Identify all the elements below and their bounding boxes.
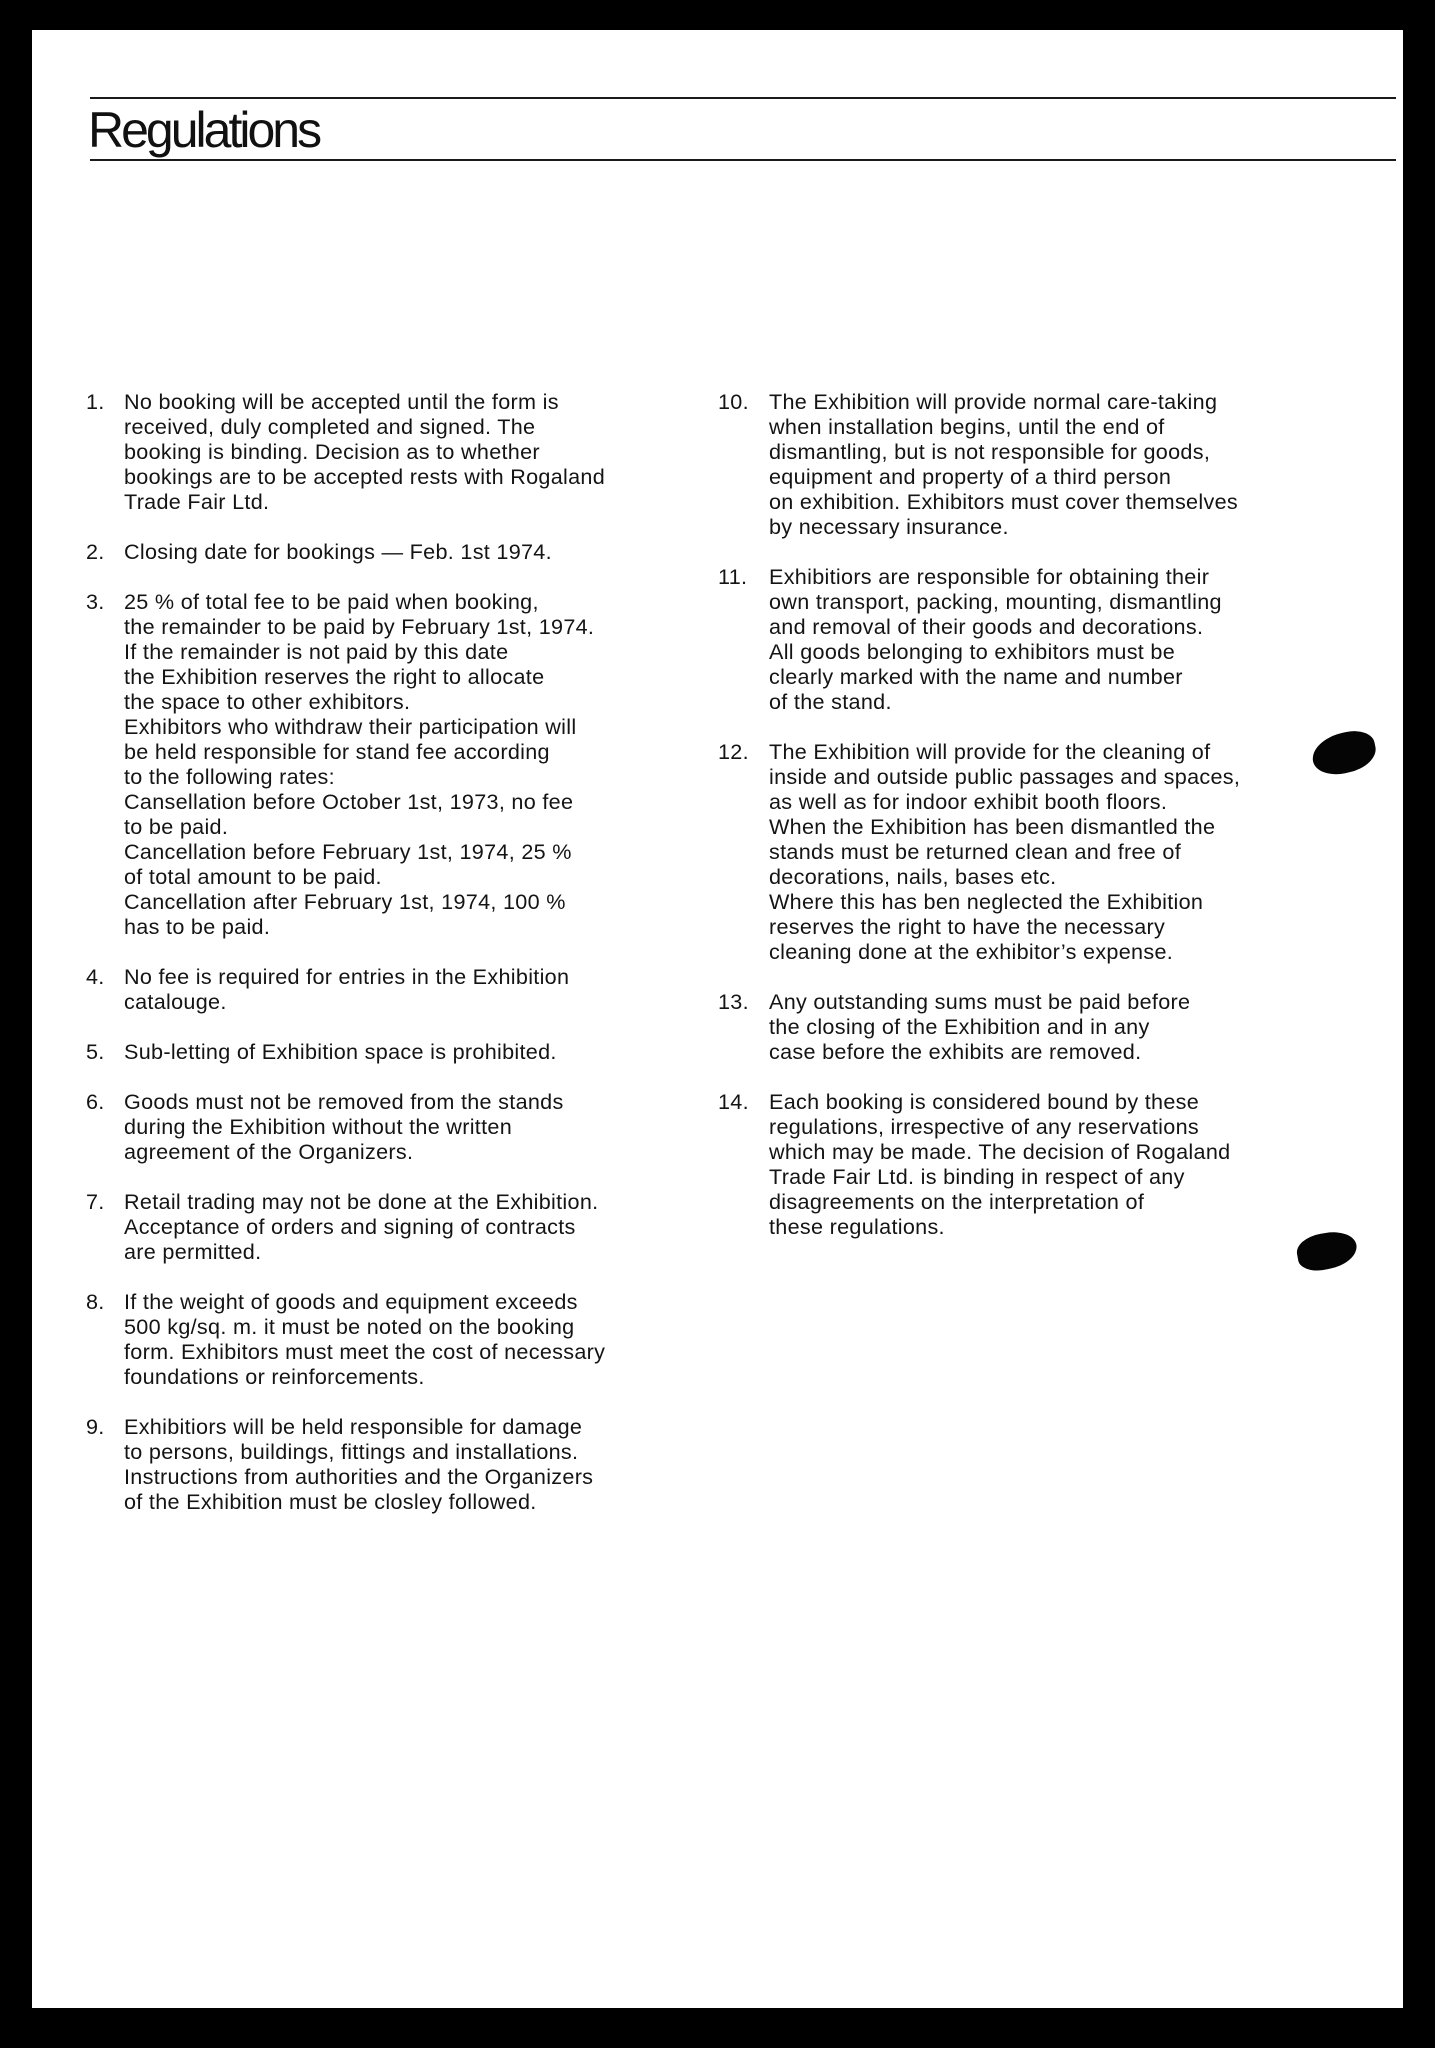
- regulation-line: when installation begins, until the end of: [769, 414, 1165, 439]
- regulation-line: 500 kg/sq. m. it must be noted on the booking: [124, 1314, 575, 1339]
- regulation-text: [769, 739, 1368, 964]
- regulation-number: 3.: [86, 589, 105, 614]
- regulation-text: [124, 389, 731, 514]
- regulation-number: 14.: [718, 1089, 749, 1114]
- regulation-line: received, duly completed and signed. The: [124, 414, 536, 439]
- regulation-item: [86, 1189, 731, 1264]
- regulation-line: If the weight of goods and equipment exceeds: [124, 1289, 578, 1314]
- regulation-text: [124, 1039, 731, 1064]
- regulation-line: inside and outside public passages and spaces,: [769, 764, 1241, 789]
- regulation-line: reserves the right to have the necessary: [769, 914, 1166, 939]
- regulation-item: [718, 739, 1368, 964]
- regulation-number: 5.: [86, 1039, 105, 1064]
- regulation-text: [124, 1189, 731, 1264]
- regulation-line: regulations, irrespective of any reservations: [769, 1114, 1199, 1139]
- regulation-text: [769, 389, 1368, 539]
- regulation-line: Exhibitiors will be held responsible for damage: [124, 1414, 583, 1439]
- regulation-line: which may be made. The decision of Rogaland: [769, 1139, 1231, 1164]
- regulation-line: to be paid.: [124, 814, 229, 839]
- regulation-line: the Exhibition reserves the right to allocate: [124, 664, 545, 689]
- regulation-line: of total amount to be paid.: [124, 864, 382, 889]
- regulation-line: No booking will be accepted until the form is: [124, 389, 559, 414]
- regulation-line: be held responsible for stand fee according: [124, 739, 550, 764]
- regulation-line: Cancellation before February 1st, 1974, 25 %: [124, 839, 572, 864]
- regulation-line: Cansellation before October 1st, 1973, no fee: [124, 789, 574, 814]
- regulation-text: [769, 564, 1368, 714]
- header-rule-top: [90, 97, 1396, 99]
- regulation-line: to the following rates:: [124, 764, 335, 789]
- regulation-line: case before the exhibits are removed.: [769, 1039, 1142, 1064]
- regulation-line: to persons, buildings, fittings and installations.: [124, 1439, 579, 1464]
- regulation-line: Goods must not be removed from the stands: [124, 1089, 564, 1114]
- regulation-text: [769, 989, 1368, 1064]
- regulation-text: [124, 539, 731, 564]
- regulation-text: [124, 1289, 731, 1389]
- regulation-text: [124, 1414, 731, 1514]
- regulation-line: Closing date for bookings — Feb. 1st 1974.: [124, 539, 552, 564]
- regulation-line: as well as for indoor exhibit booth floors.: [769, 789, 1168, 814]
- regulation-item: [86, 1289, 731, 1389]
- regulation-line: 25 % of total fee to be paid when booking,: [124, 589, 539, 614]
- regulation-line: own transport, packing, mounting, dismantling: [769, 589, 1222, 614]
- regulation-line: agreement of the Organizers.: [124, 1139, 414, 1164]
- regulation-number: 10.: [718, 389, 749, 414]
- regulation-number: 8.: [86, 1289, 105, 1314]
- regulation-line: has to be paid.: [124, 914, 271, 939]
- regulation-text: [124, 589, 731, 939]
- regulation-line: Trade Fair Ltd. is binding in respect of any: [769, 1164, 1185, 1189]
- regulation-line: Any outstanding sums must be paid before: [769, 989, 1191, 1014]
- regulation-number: 9.: [86, 1414, 105, 1439]
- regulation-item: [86, 1089, 731, 1164]
- regulation-number: 4.: [86, 964, 105, 989]
- regulation-line: cleaning done at the exhibitor’s expense.: [769, 939, 1174, 964]
- page-title: Regulations: [88, 102, 320, 158]
- regulation-line: during the Exhibition without the written: [124, 1114, 513, 1139]
- regulation-line: the space to other exhibitors.: [124, 689, 411, 714]
- regulation-line: Cancellation after February 1st, 1974, 100 %: [124, 889, 566, 914]
- regulation-line: the closing of the Exhibition and in any: [769, 1014, 1150, 1039]
- regulation-line: Instructions from authorities and the Organizers: [124, 1464, 594, 1489]
- regulation-item: [718, 989, 1368, 1064]
- regulation-line: The Exhibition will provide for the cleaning of: [769, 739, 1211, 764]
- regulation-line: by necessary insurance.: [769, 514, 1009, 539]
- regulation-line: All goods belonging to exhibitors must be: [769, 639, 1176, 664]
- header-rule-bottom: [90, 159, 1396, 161]
- regulation-line: booking is binding. Decision as to whether: [124, 439, 540, 464]
- regulation-text: [769, 1089, 1368, 1239]
- regulation-number: 12.: [718, 739, 749, 764]
- regulation-line: Each booking is considered bound by these: [769, 1089, 1200, 1114]
- regulation-line: of the stand.: [769, 689, 892, 714]
- regulation-item: [718, 564, 1368, 714]
- regulation-number: 7.: [86, 1189, 105, 1214]
- regulation-line: on exhibition. Exhibitors must cover themselves: [769, 489, 1238, 514]
- regulation-item: [86, 589, 731, 939]
- regulation-line: dismantling, but is not responsible for goods,: [769, 439, 1211, 464]
- regulation-line: form. Exhibitors must meet the cost of necessary: [124, 1339, 606, 1364]
- regulation-line: If the remainder is not paid by this date: [124, 639, 509, 664]
- regulation-line: bookings are to be accepted rests with Rogaland: [124, 464, 606, 489]
- regulation-item: [86, 389, 731, 514]
- regulation-line: clearly marked with the name and number: [769, 664, 1183, 689]
- regulation-number: 11.: [718, 564, 748, 589]
- regulation-line: Exhibitiors are responsible for obtaining their: [769, 564, 1210, 589]
- regulation-line: Exhibitors who withdraw their participation will: [124, 714, 577, 739]
- regulation-line: equipment and property of a third person: [769, 464, 1172, 489]
- regulation-line: disagreements on the interpretation of: [769, 1189, 1145, 1214]
- regulation-line: Acceptance of orders and signing of contracts: [124, 1214, 576, 1239]
- regulation-line: foundations or reinforcements.: [124, 1364, 425, 1389]
- regulation-line: Trade Fair Ltd.: [124, 489, 270, 514]
- regulations-left-column: [86, 389, 731, 1539]
- regulation-line: decorations, nails, bases etc.: [769, 864, 1057, 889]
- regulation-number: 6.: [86, 1089, 105, 1114]
- regulation-line: When the Exhibition has been dismantled the: [769, 814, 1216, 839]
- regulation-item: [86, 964, 731, 1014]
- regulation-line: of the Exhibition must be closley followed.: [124, 1489, 537, 1514]
- regulation-line: stands must be returned clean and free of: [769, 839, 1182, 864]
- regulation-number: 1.: [86, 389, 105, 414]
- regulation-number: 13.: [718, 989, 749, 1014]
- paper-edge-notch: [1392, 335, 1401, 359]
- regulation-line: and removal of their goods and decorations.: [769, 614, 1204, 639]
- regulation-item: [718, 1089, 1368, 1239]
- regulation-item: [86, 1039, 731, 1064]
- regulation-line: catalouge.: [124, 989, 227, 1014]
- regulation-line: Sub-letting of Exhibition space is prohibited.: [124, 1039, 557, 1064]
- regulation-number: 2.: [86, 539, 105, 564]
- regulation-line: the remainder to be paid by February 1st, 1974.: [124, 614, 595, 639]
- regulation-line: Retail trading may not be done at the Exhibition.: [124, 1189, 599, 1214]
- regulation-line: are permitted.: [124, 1239, 262, 1264]
- regulation-text: [124, 1089, 731, 1164]
- document-page: [32, 30, 1403, 2008]
- regulation-line: Where this has ben neglected the Exhibition: [769, 889, 1204, 914]
- regulation-item: [718, 389, 1368, 539]
- regulations-right-column: [718, 389, 1368, 1264]
- regulation-line: these regulations.: [769, 1214, 945, 1239]
- regulation-line: The Exhibition will provide normal care-taking: [769, 389, 1218, 414]
- regulation-line: No fee is required for entries in the Exhibition: [124, 964, 570, 989]
- regulation-item: [86, 1414, 731, 1514]
- regulation-item: [86, 539, 731, 564]
- regulation-text: [124, 964, 731, 1014]
